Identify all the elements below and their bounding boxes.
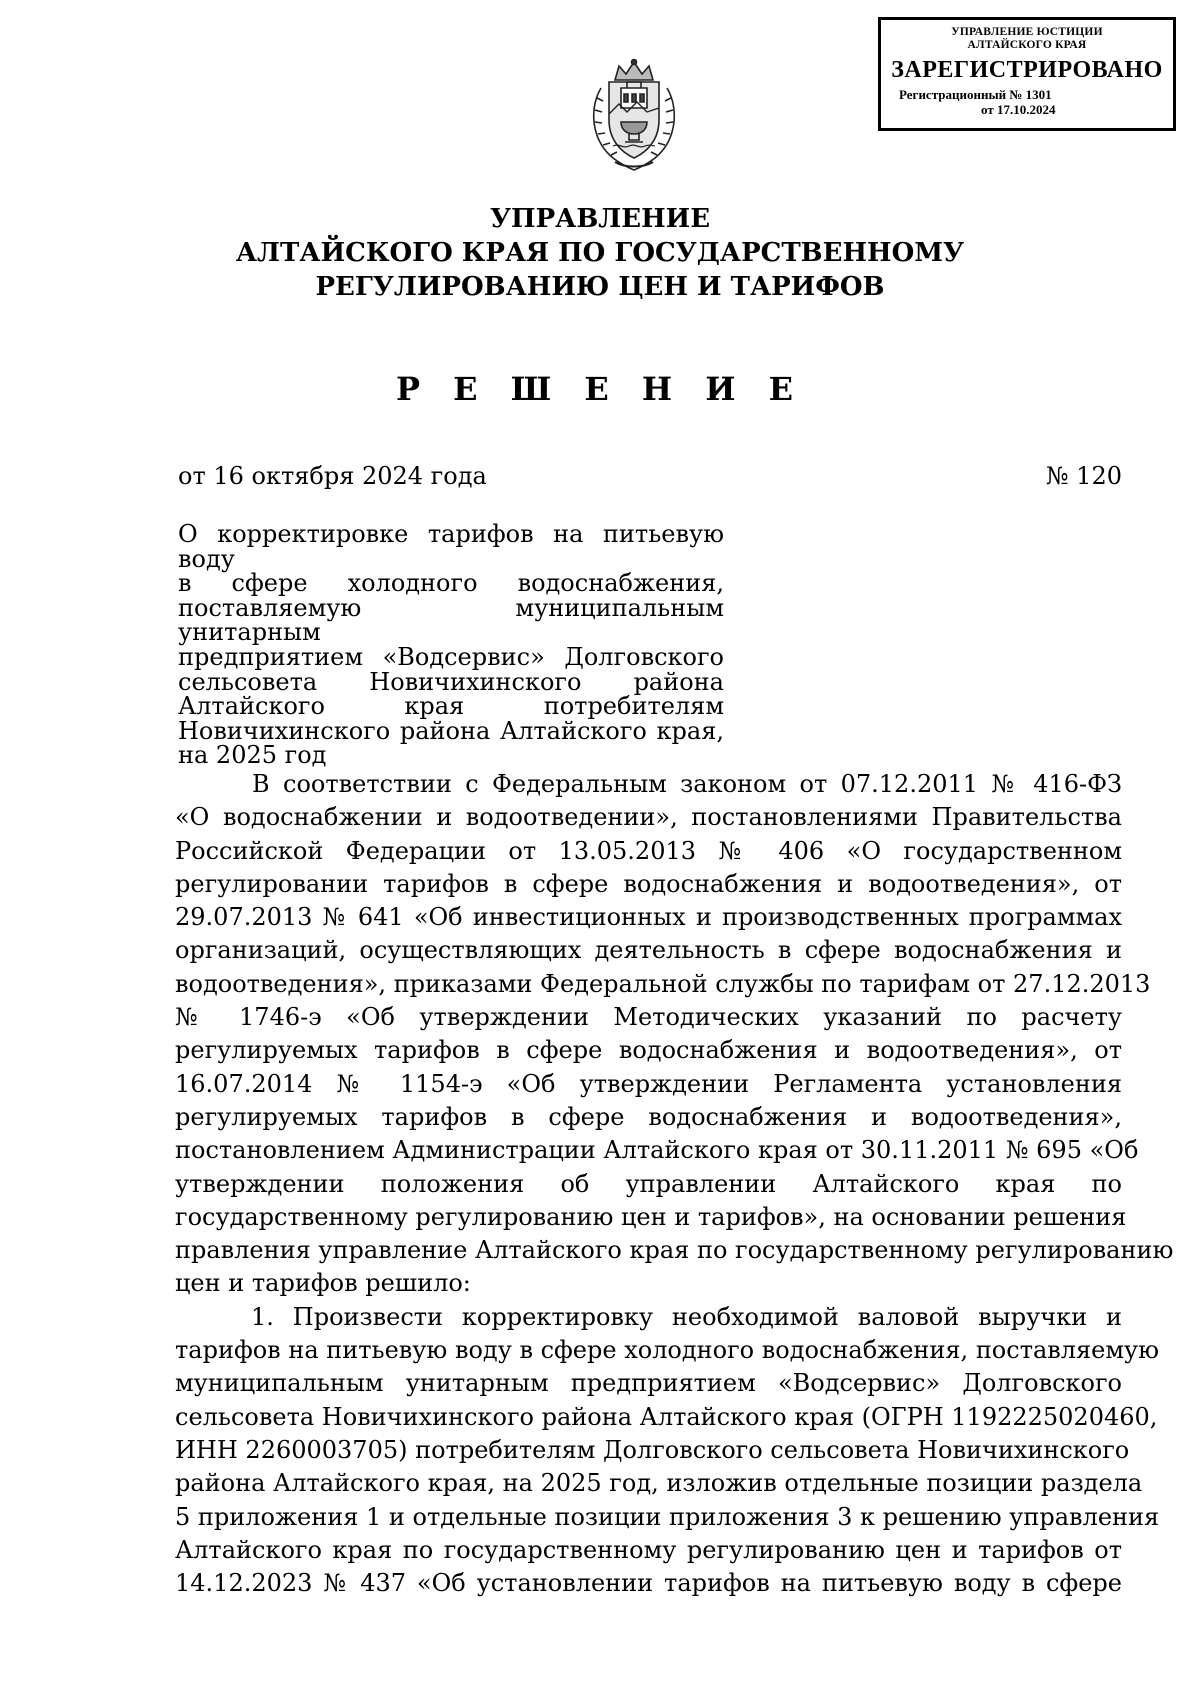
body-line: государственному регулированию цен и тарифов», на основании решения [175, 1202, 1127, 1231]
body-line: 29.07.2013 № 641 «Об инвестиционных и производственных программах [175, 903, 1122, 932]
body-line: утверждении положения об управлении Алтайского края по [175, 1169, 1122, 1198]
body-line: ИНН 2260003705) потребителям Долговского сельсовета Новичихинского [175, 1435, 1130, 1464]
subject-line: Новичихинского района Алтайского края, [178, 716, 724, 745]
stamp-reg-date: от 17.10.2024 [981, 102, 1056, 117]
agency-line: УПРАВЛЕНИЕ [489, 204, 711, 234]
body-line: сельсовета Новичихинского района Алтайского края (ОГРН 1192225020460, [175, 1402, 1158, 1431]
body-line: водоотведения», приказами Федеральной службы по тарифам от 27.12.2013 [175, 969, 1151, 998]
subject-line: Алтайского края потребителям [178, 692, 724, 721]
agency-line: РЕГУЛИРОВАНИЮ ЦЕН И ТАРИФОВ [315, 272, 885, 302]
body-line: муниципальным унитарным предприятием «Водсервис» Долговского [175, 1369, 1122, 1398]
altai-krai-coat-of-arms-icon [585, 58, 683, 174]
stamp-reg-number: Регистрационный № 1301 [899, 87, 1052, 102]
subject-line: поставляемую муниципальным унитарным [178, 593, 724, 647]
stamp-org-line1: УПРАВЛЕНИЕ ЮСТИЦИИ [951, 26, 1103, 38]
subject-line: предприятием «Водсервис» Долговского [178, 642, 724, 671]
body-line: № 1746-э «Об утверждении Методических указаний по расчету [175, 1003, 1122, 1032]
document-type-title: Р Е Ш Е Н И Е [395, 370, 805, 408]
body-line: регулировании тарифов в сфере водоснабжения и водоотведения», от [175, 869, 1122, 898]
document-subject [178, 522, 724, 768]
body-line: правления управление Алтайского края по государственному регулированию [175, 1236, 1174, 1265]
body-line: Алтайского края по государственному регулированию цен и тарифов от [175, 1535, 1122, 1564]
body-line: района Алтайского края, на 2025 год, изложив отдельные позиции раздела [175, 1469, 1143, 1498]
subject-line: сельсовета Новичихинского района [178, 667, 724, 696]
body-line: 5 приложения 1 и отдельные позиции приложения 3 к решению управления [175, 1502, 1160, 1531]
document-number: № 120 [1045, 462, 1122, 490]
body-line: регулируемых тарифов в сфере водоснабжения и водоотведения», [175, 1102, 1122, 1131]
agency-name [0, 202, 1200, 304]
body-line: «О водоснабжении и водоотведении», постановлениями Правительства [175, 803, 1122, 832]
body-line: организаций, осуществляющих деятельность в сфере водоснабжения и [175, 936, 1122, 965]
stamp-status: ЗАРЕГИСТРИРОВАНО [891, 57, 1163, 83]
document-body [175, 768, 1174, 1600]
registration-stamp [878, 17, 1176, 131]
body-line: В соответствии с Федеральным законом от 07.12.2011 № 416-ФЗ [252, 770, 1122, 798]
body-line: тарифов на питьевую воду в сфере холодного водоснабжения, поставляемую [175, 1336, 1160, 1365]
body-line: регулируемых тарифов в сфере водоснабжения и водоотведения», от [175, 1036, 1122, 1065]
body-line: цен и тарифов решило: [175, 1269, 471, 1298]
body-line: Российской Федерации от 13.05.2013 № 406 «О государственном [175, 836, 1122, 865]
body-line: 16.07.2014 № 1154-э «Об утверждении Регламента установления [175, 1069, 1122, 1098]
subject-line: О корректировке тарифов на питьевую воду [178, 520, 724, 573]
subject-line: в сфере холодного водоснабжения, [178, 569, 724, 598]
stamp-org-line2: АЛТАЙСКОГО КРАЯ [967, 39, 1087, 51]
body-line: постановлением Администрации Алтайского края от 30.11.2011 № 695 «Об [175, 1136, 1139, 1165]
body-line: 1. Произвести корректировку необходимой валовой выручки и [251, 1302, 1122, 1331]
agency-line: АЛТАЙСКОГО КРАЯ ПО ГОСУДАРСТВЕННОМУ [235, 238, 965, 268]
body-line: 14.12.2023 № 437 «Об установлении тарифов на питьевую воду в сфере [175, 1569, 1122, 1598]
subject-line: на 2025 год [178, 741, 327, 770]
document-date: от 16 октября 2024 года [178, 462, 487, 490]
